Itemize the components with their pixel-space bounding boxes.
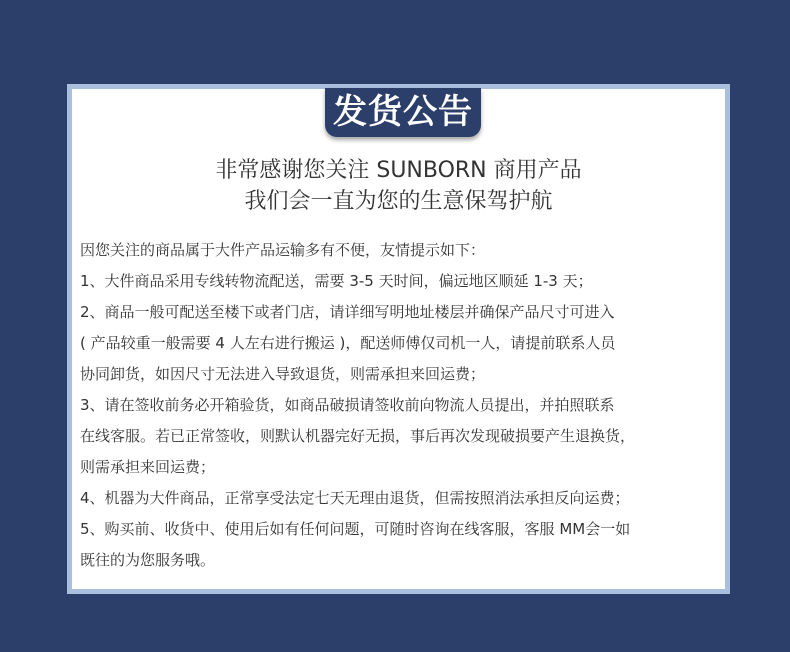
notice-line-3b: 在线客服。若已正常签收，则默认机器完好无损，事后再次发现破损要产生退换货， [80,427,636,445]
notice-subtitle-line-2: 我们会一直为您的生意保驾护航 [244,189,553,214]
notice-line-3c: 则需承担来回运费； [80,458,216,476]
notice-body [80,235,715,576]
notice-line-4: 4、机器为大件商品，正常享受法定七天无理由退货，但需按照消法承担反向运费； [80,489,630,507]
notice-subtitle-line-1: 非常感谢您关注 SUNBORN 商用产品 [215,158,582,183]
notice-line-1: 1、大件商品采用专线转物流配送，需要 3-5 天时间，偏远地区顺延 1-3 天； [80,272,593,290]
notice-line-5b: 既往的为您服务哦。 [80,551,216,569]
notice-line-3a: 3、请在签收前务必开箱验货，如商品破损请签收前向物流人员提出，并拍照联系 [80,396,615,414]
notice-line-2a: 2、商品一般可配送至楼下或者门店，请详细写明地址楼层并确保产品尺寸可进入 [80,303,615,321]
notice-line-intro: 因您关注的商品属于大件产品运输多有不便，友情提示如下： [80,241,486,259]
notice-line-5a: 5、购买前、收货中、使用后如有任何问题，可随时咨询在线客服，客服 MM会一如 [80,520,631,538]
notice-card-frame [67,84,730,594]
notice-line-2b: ( 产品较重一般需要 4 人左右进行搬运 )，配送师傅仅司机一人，请提前联系人员 [80,334,616,352]
notice-card [72,89,725,589]
notice-title-badge: 发货公告 [325,88,481,137]
notice-line-2c: 协同卸货，如因尺寸无法进入导致退货，则需承担来回运费； [80,365,486,383]
